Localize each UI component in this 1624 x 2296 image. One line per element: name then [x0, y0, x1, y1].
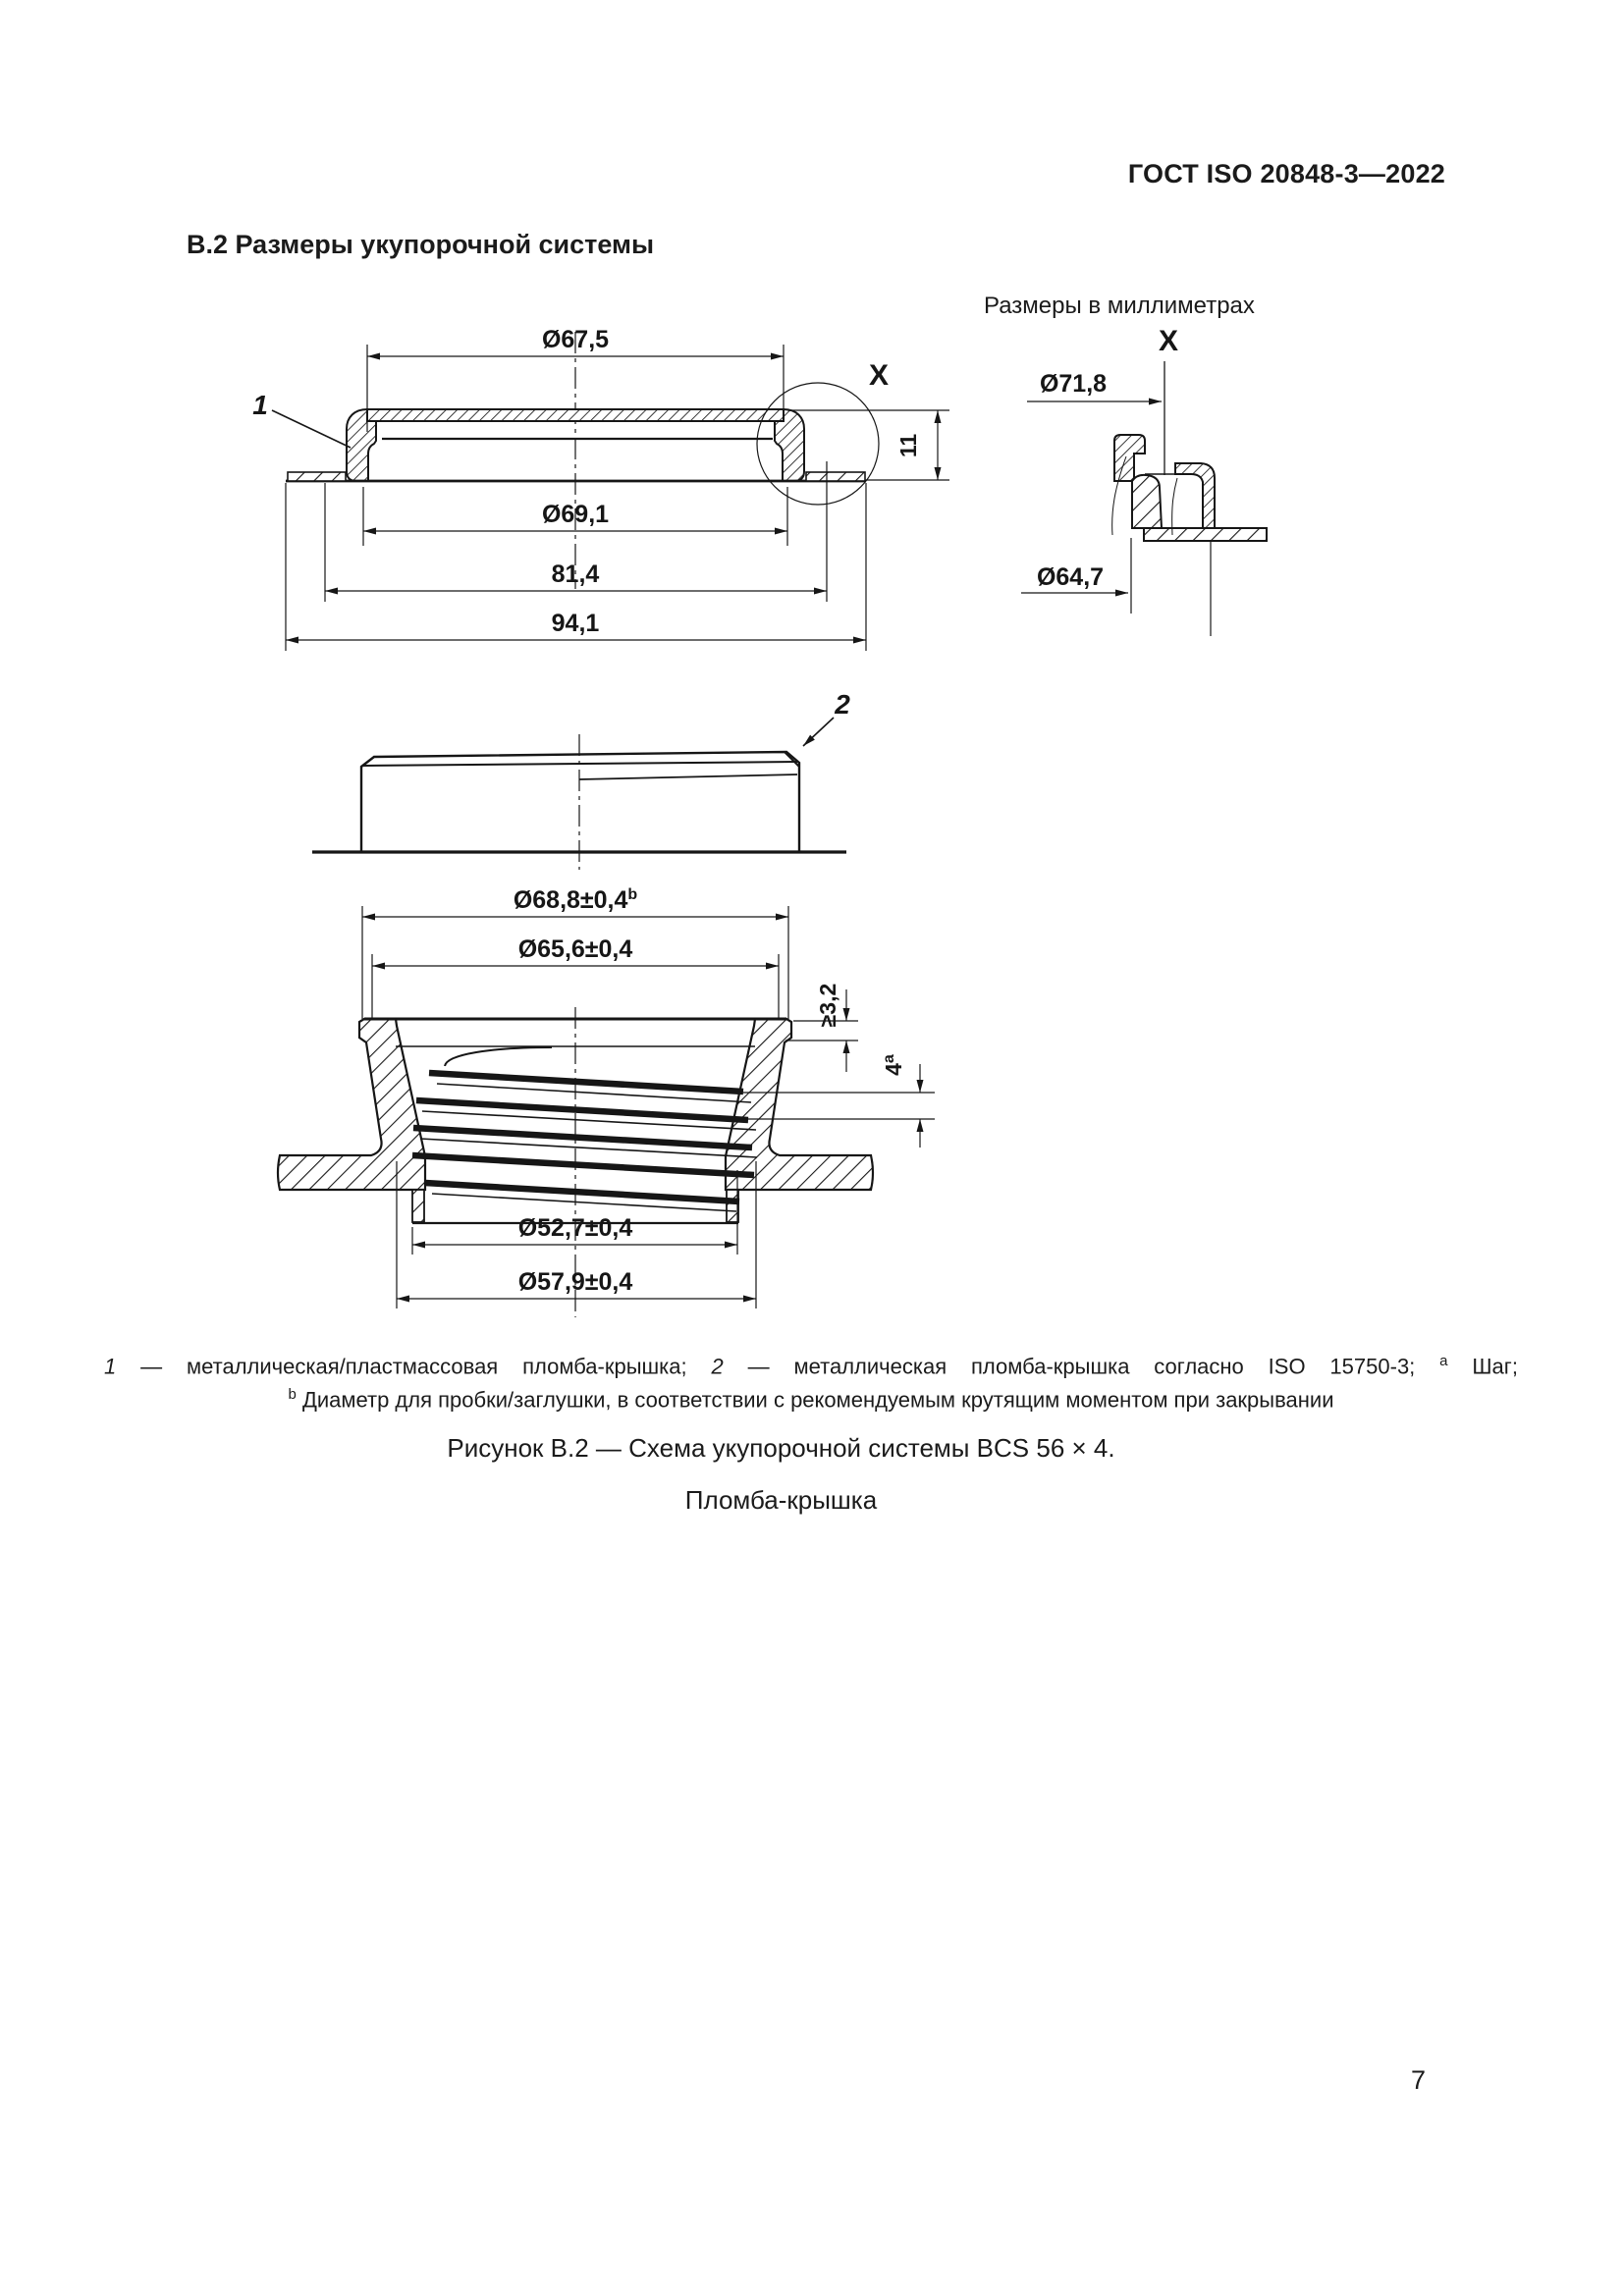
legend-item-1-text: — металлическая/пластмассовая пломба-крышка;: [140, 1354, 687, 1379]
svg-text:4a: 4$^a$: [881, 1054, 906, 1076]
dim-3-2: [785, 984, 858, 1072]
neck-right-wall-section: [726, 1019, 873, 1190]
part-label-2: 2: [835, 689, 850, 720]
svg-text:≥3,2: ≥3,2: [815, 983, 840, 1028]
svg-text:Ø64,7: Ø64,7: [1036, 563, 1105, 591]
svg-text:Ø65,6±0,4: Ø65,6±0,4: [517, 935, 633, 963]
drawing-1-cap-section: [252, 326, 949, 651]
detail-chime-section: [1132, 475, 1162, 528]
figure-caption: [106, 1433, 1456, 1516]
cap-outline: [361, 752, 799, 852]
detail-x-circle: [757, 383, 879, 505]
section-heading: В.2 Размеры укупорочной системы: [187, 230, 655, 259]
figure-caption-line-2: Пломба-крышка: [684, 1485, 878, 1515]
detail-flange-section: [1144, 528, 1267, 541]
cap-top-section: [367, 409, 784, 421]
detail-x-marker: X: [868, 359, 890, 392]
dim-11: [787, 410, 949, 480]
units-note: Размеры в миллиметрах: [984, 293, 1255, 319]
neck-left-wall-section: [278, 1019, 425, 1190]
svg-text:Ø68,8±0,4b: Ø68,8±0,4$^b$: [513, 886, 638, 914]
svg-text:81,4: 81,4: [551, 561, 600, 588]
drawing-2-cap-view: [312, 689, 850, 870]
legend-note-a-text: Шаг;: [1472, 1354, 1518, 1379]
legend-note-b-text: Диаметр для пробки/заглушки, в соответствии с рекомендуемым крутящим моментом при закрывании: [301, 1387, 1334, 1413]
svg-text:Ø69,1: Ø69,1: [541, 501, 610, 528]
legend-note-a-sup: a: [1439, 1353, 1448, 1369]
detail-x-title: X: [1158, 325, 1179, 357]
svg-text:Ø67,5: Ø67,5: [541, 326, 610, 353]
detail-inner-curl-section: [1175, 463, 1215, 528]
detail-cap-curl-section: [1114, 435, 1145, 481]
legend-note-b-sup: b: [288, 1386, 297, 1404]
legend-line-2: [104, 1384, 1518, 1415]
thread-profile: [412, 1047, 757, 1211]
legend-item-2-text: — металлическая пломба-крышка согласно ISO 15750-3;: [747, 1354, 1416, 1379]
drawing-3-neck-section: [278, 886, 935, 1317]
dim-65-6: [372, 935, 779, 1019]
drum-flange-right-section: [806, 472, 865, 481]
svg-text:94,1: 94,1: [551, 610, 600, 637]
part-label-1: 1: [252, 390, 268, 420]
svg-text:11: 11: [895, 433, 921, 458]
drum-flange-left-section: [288, 472, 346, 481]
legend-line-1: [104, 1351, 1518, 1382]
svg-text:Ø71,8: Ø71,8: [1039, 370, 1108, 398]
legend-item-1-number: 1: [104, 1354, 117, 1379]
svg-text:Ø52,7±0,4: Ø52,7±0,4: [517, 1214, 633, 1242]
document-header: ГОСТ ISO 20848-3—2022: [1127, 159, 1445, 188]
page-number: 7: [1411, 2065, 1427, 2095]
figure-legend: [104, 1351, 1518, 1415]
dim-71-8: [1027, 370, 1162, 401]
detail-x-view: [1021, 325, 1267, 636]
figure-caption-line-1: Рисунок В.2 — Схема укупорочной системы BCS 56 × 4.: [447, 1433, 1115, 1463]
dim-64-7: [1021, 538, 1211, 636]
svg-text:Ø57,9±0,4: Ø57,9±0,4: [517, 1268, 633, 1296]
legend-item-2-number: 2: [711, 1354, 724, 1379]
